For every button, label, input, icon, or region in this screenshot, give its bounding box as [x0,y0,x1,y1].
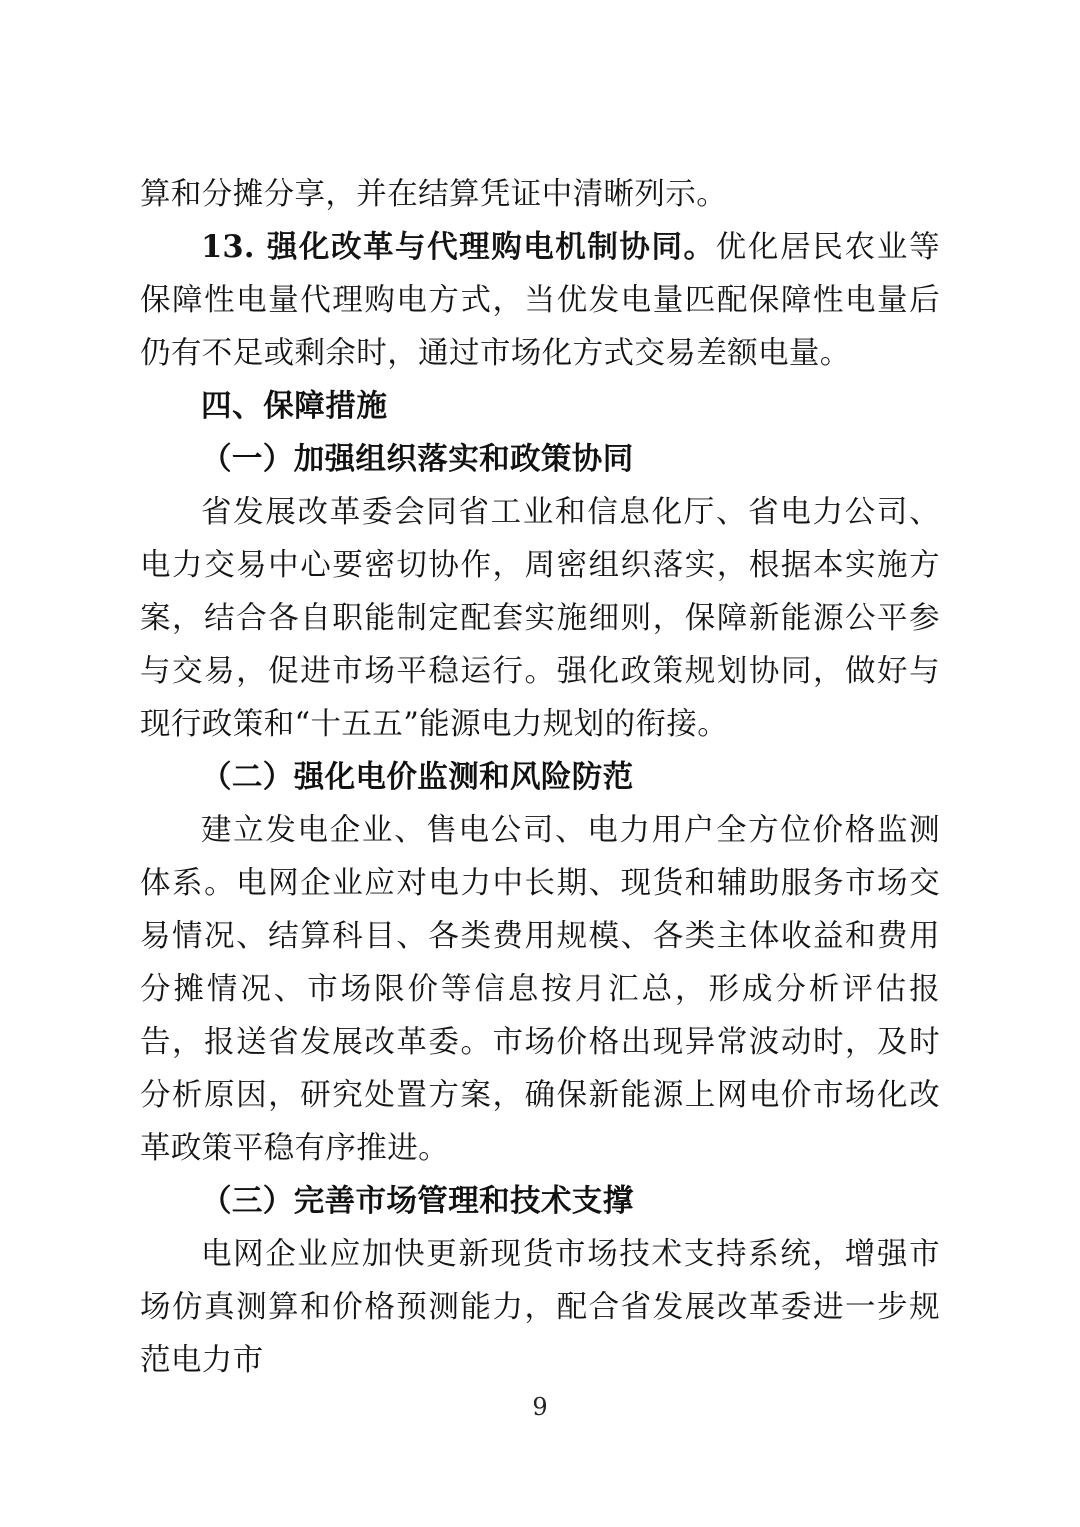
paragraph-item-13-runin: 13. 强化改革与代理购电机制协同。 [201,229,716,265]
page-number: 9 [532,1393,548,1421]
paragraph-subsection-three-body: 电网企业应加快更新现货市场技术支持系统，增强市场仿真测算和价格预测能力，配合省发展改革委进一步规范电力市 [140,1237,940,1378]
paragraph-item-13-text: 优化居民农业等保障性电量代理购电方式，当优发电量匹配保障性电量后仍有不足或剩余时，通过市场化方式交易差额电量。 [140,230,940,371]
heading-subsection-one: （一）加强组织落实和政策协同 [201,441,634,477]
heading-subsection-two: （二）强化电价监测和风险防范 [201,759,634,795]
document-body [140,168,940,1387]
paragraph-subsection-two-body: 建立发电企业、售电公司、电力用户全方位价格监测体系。电网企业应对电力中长期、现货和辅助服务市场交易情况、结算科目、各类费用规模、各类主体收益和费用分摊情况、市场限价等信息按月汇总，形成分析评估报告，报送省发展改革委。市场价格出现异常波动时，及时分析原因，研究处置方案，确保新能源上网电价市场化改革政策平稳有序推进。 [140,813,940,1166]
paragraph-item-13 [140,221,940,380]
heading-subsection-three: （三）完善市场管理和技术支撑 [201,1183,634,1219]
paragraph-subsection-one-body: 省发展改革委会同省工业和信息化厅、省电力公司、电力交易中心要密切协作，周密组织落实，根据本实施方案，结合各自职能制定配套实施细则，保障新能源公平参与交易，促进市场平稳运行。强化政策规划协同，做好与现行政策和“十五五”能源电力规划的衔接。 [140,495,940,742]
paragraph-carryover: 算和分摊分享，并在结算凭证中清晰列示。 [140,177,728,212]
heading-section-four: 四、保障措施 [201,388,388,424]
